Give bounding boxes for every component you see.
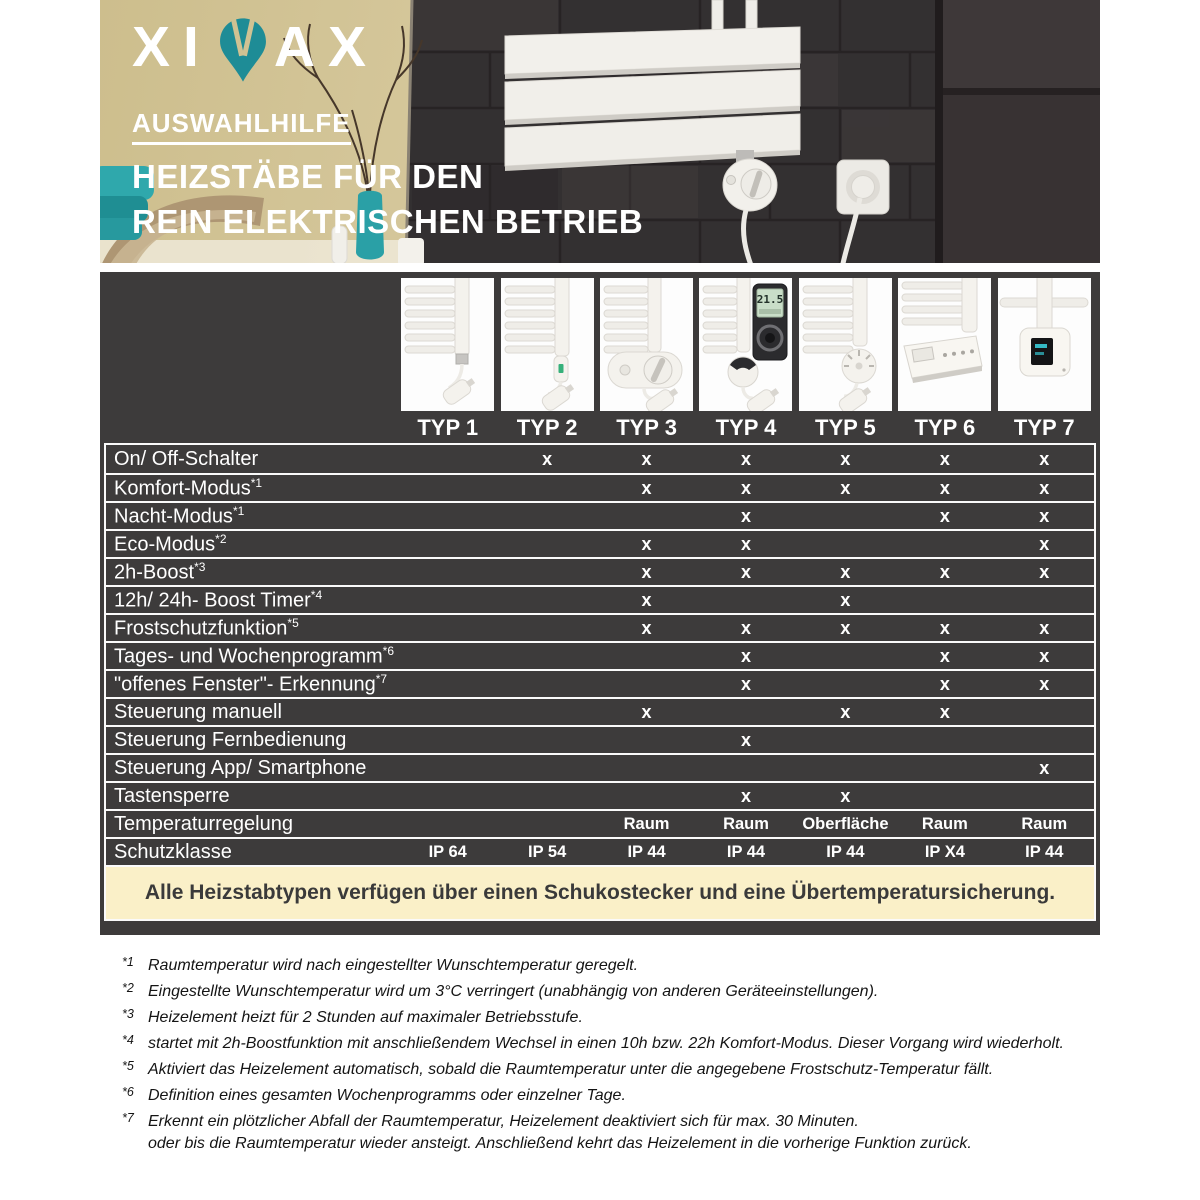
footnote-line: oder bis die Raumtemperatur wieder ansteigt. Anschließend kehrt das Heizelement in die vorherige Funktion zurück. <box>148 1135 972 1152</box>
footnote-line: startet mit 2h-Boostfunktion mit anschließendem Wechsel in einen 10h bzw. 22h Komfort-Modus. Dieser Vorgang wird wiederholt. <box>148 1035 1064 1052</box>
feature-check-mark: x <box>840 589 851 610</box>
footnote <box>122 955 1100 977</box>
comparison-panel <box>100 272 1100 935</box>
footnote-marker: *2 <box>122 981 134 995</box>
feature-row-label: Tages- und Wochenprogramm$^{*6}$ <box>114 643 394 668</box>
feature-cell: Raum <box>623 814 670 833</box>
feature-check-mark: x <box>939 701 950 722</box>
product-column-typ-4 <box>696 278 795 443</box>
typ2-product-image <box>501 278 594 411</box>
typ-column-label: TYP 2 <box>516 415 578 440</box>
feature-row-label: Nacht-Modus$^{*1}$ <box>114 503 245 528</box>
feature-table <box>104 443 1096 921</box>
footnote-line: Definition eines gesamten Wochenprogramms oder einzelner Tage. <box>148 1087 626 1104</box>
footnote-text <box>148 955 1100 977</box>
footnote-line: Raumtemperatur wird nach eingestellter Wunschtemperatur geregelt. <box>148 957 639 974</box>
typ-column-label: TYP 6 <box>914 415 976 440</box>
feature-check-mark: x <box>740 561 751 582</box>
feature-check-mark: x <box>740 505 751 526</box>
feature-row <box>106 781 1094 809</box>
feature-row <box>106 613 1094 641</box>
feature-check-mark: x <box>740 673 751 694</box>
feature-row <box>106 725 1094 753</box>
feature-row <box>106 501 1094 529</box>
page-title <box>132 154 643 244</box>
typ-column-label: TYP 5 <box>815 415 876 440</box>
feature-check-mark: x <box>1039 673 1050 694</box>
feature-row <box>106 557 1094 585</box>
feature-cell: IP 54 <box>528 842 567 861</box>
typ-column-label: TYP 7 <box>1013 415 1075 440</box>
note-bar: Alle Heizstabtypen verfügen über einen Schukostecker und eine Übertemperatursicherung. <box>106 865 1094 919</box>
typ4-product-image <box>699 278 792 411</box>
product-column-typ-6 <box>895 278 994 443</box>
feature-cell: IP 44 <box>726 842 766 861</box>
feature-check-mark: x <box>939 673 950 694</box>
products-grid <box>104 278 1096 443</box>
footnote-text <box>148 1085 1100 1107</box>
feature-check-mark: x <box>740 448 751 469</box>
feature-cell: IP 44 <box>1025 842 1064 861</box>
footnote-marker: *1 <box>122 955 134 969</box>
product-column-typ-1 <box>398 278 497 443</box>
feature-row <box>106 837 1094 865</box>
feature-check-mark: x <box>1039 533 1050 554</box>
footnote <box>122 1059 1100 1081</box>
feature-row <box>106 669 1094 697</box>
footnote <box>122 1033 1100 1055</box>
feature-cell: IP 44 <box>627 842 666 861</box>
footnote <box>122 1111 1100 1155</box>
feature-check-mark: x <box>840 561 851 582</box>
feature-check-mark: x <box>840 701 851 722</box>
typ1-product-image <box>401 278 494 411</box>
footnote-marker: *7 <box>122 1111 134 1125</box>
feature-cell: IP 64 <box>428 842 467 861</box>
hero-banner <box>100 0 1100 263</box>
page-title-line2: REIN ELEKTRISCHEN BETRIEB <box>132 203 644 240</box>
feature-check-mark: x <box>641 561 652 582</box>
footnote-marker: *3 <box>122 1007 134 1021</box>
feature-row <box>106 585 1094 613</box>
feature-check-mark: x <box>641 589 652 610</box>
feature-row-label: Tastensperre <box>114 784 230 807</box>
feature-check-mark: x <box>1039 757 1050 778</box>
feature-check-mark: x <box>939 477 950 498</box>
feature-row <box>106 753 1094 781</box>
feature-check-mark: x <box>939 505 950 526</box>
feature-row <box>106 641 1094 669</box>
feature-check-mark: x <box>641 448 652 469</box>
footnote <box>122 1085 1100 1107</box>
footnote-reference: *6 <box>382 643 394 658</box>
feature-row-label: Steuerung Fernbedienung <box>114 728 347 751</box>
product-column-typ-3 <box>597 278 696 443</box>
footnote-marker: *5 <box>122 1059 134 1073</box>
feature-row <box>106 529 1094 557</box>
feature-row <box>106 697 1094 725</box>
ximax-logo <box>132 12 643 82</box>
feature-check-mark: x <box>740 645 751 666</box>
footnote-line: Heizelement heizt für 2 Stunden auf maximaler Betriebsstufe. <box>148 1009 583 1026</box>
footnote-reference: *3 <box>194 559 206 574</box>
footnote-text <box>148 1033 1100 1055</box>
feature-check-mark: x <box>1039 617 1050 638</box>
ximax-drop-m-icon <box>214 17 272 83</box>
feature-row-label: Schutzklasse <box>114 840 232 863</box>
footnote <box>122 1007 1100 1029</box>
footnote-text <box>148 981 1100 1003</box>
feature-row-label: Eco-Modus$^{*2}$ <box>114 531 227 556</box>
cabinet <box>935 0 1100 263</box>
footnote-line: Erkennt ein plötzlicher Abfall der Raumtemperatur, Heizelement deaktiviert sich für max. 30 Minuten. <box>148 1113 859 1130</box>
footnote-reference: *5 <box>287 615 299 630</box>
feature-cell: IP 44 <box>826 842 865 861</box>
flyer-page <box>100 0 1100 1155</box>
feature-check-mark: x <box>1039 477 1050 498</box>
feature-row-label: 12h/ 24h- Boost Timer$^{*4}$ <box>114 587 323 612</box>
footnote-marker: *4 <box>122 1033 134 1047</box>
feature-check-mark: x <box>641 533 652 554</box>
typ3-product-image <box>600 278 693 411</box>
feature-check-mark: x <box>542 448 553 469</box>
feature-check-mark: x <box>740 617 751 638</box>
feature-check-mark: x <box>641 477 652 498</box>
footnote <box>122 981 1100 1003</box>
feature-check-mark: x <box>1039 505 1050 526</box>
page-title-line1: HEIZSTÄBE FÜR DEN <box>132 158 484 195</box>
svg-text:21.5: 21.5 <box>757 293 784 306</box>
logo-text-xi: XI <box>132 15 212 79</box>
footnote-reference: *7 <box>375 671 388 686</box>
feature-row-label: Steuerung App/ Smartphone <box>114 756 367 779</box>
feature-row-label: On/ Off-Schalter <box>114 447 259 470</box>
feature-check-mark: x <box>840 617 851 638</box>
footnote-line: Eingestellte Wunschtemperatur wird um 3°C verringert (unabhängig von anderen Geräteeinstellungen). <box>148 983 879 1000</box>
feature-check-mark: x <box>1039 645 1050 666</box>
feature-check-mark: x <box>1039 561 1050 582</box>
footnote-reference: *1 <box>250 475 263 490</box>
feature-check-mark: x <box>840 477 851 498</box>
product-column-typ-2 <box>497 278 596 443</box>
footnote-reference: *4 <box>310 587 323 602</box>
feature-check-mark: x <box>1039 448 1050 469</box>
feature-check-mark: x <box>740 533 751 554</box>
feature-check-mark: x <box>641 701 652 722</box>
feature-check-mark: x <box>641 617 652 638</box>
product-column-typ-5 <box>796 278 895 443</box>
footnote-marker: *6 <box>122 1085 134 1099</box>
feature-check-mark: x <box>939 617 950 638</box>
hero-text-block <box>132 12 643 244</box>
feature-row <box>106 445 1094 473</box>
feature-cell: IP X4 <box>924 842 965 861</box>
feature-row-label: Steuerung manuell <box>114 700 282 723</box>
footnote-reference: *1 <box>232 503 245 518</box>
feature-row-label: Komfort-Modus$^{*1}$ <box>114 475 263 500</box>
feature-row <box>106 473 1094 501</box>
eyebrow-title: AUSWAHLHILFE <box>132 108 351 145</box>
feature-row-label: 2h-Boost$^{*3}$ <box>114 559 206 584</box>
feature-row <box>106 809 1094 837</box>
products-grid-spacer <box>106 278 398 443</box>
feature-cell: Raum <box>921 814 968 833</box>
product-column-typ-7 <box>995 278 1094 443</box>
footnote-text <box>148 1059 1100 1081</box>
footnote-line: Aktiviert das Heizelement automatisch, sobald die Raumtemperatur unter die angegebene Frostschutz-Temperatur fällt. <box>148 1061 994 1078</box>
typ6-product-image <box>898 278 991 411</box>
footnote-text <box>148 1111 1100 1155</box>
feature-check-mark: x <box>939 448 950 469</box>
feature-check-mark: x <box>840 785 851 806</box>
feature-row-label: Temperaturregelung <box>114 812 293 835</box>
typ-column-label: TYP 1 <box>417 415 479 440</box>
typ-column-label: TYP 4 <box>715 415 777 440</box>
feature-row-label: Frostschutzfunktion$^{*5}$ <box>114 615 299 640</box>
feature-check-mark: x <box>939 645 950 666</box>
feature-cell: Raum <box>1021 814 1068 833</box>
typ-column-label: TYP 3 <box>616 415 677 440</box>
logo-text-ax: AX <box>273 15 380 79</box>
footnote-text <box>148 1007 1100 1029</box>
feature-check-mark: x <box>840 448 851 469</box>
feature-check-mark: x <box>740 785 751 806</box>
typ5-product-image <box>799 278 892 411</box>
feature-cell: Raum <box>723 814 769 833</box>
footnote-reference: *2 <box>215 531 227 546</box>
feature-check-mark: x <box>740 477 751 498</box>
footnotes <box>122 955 1100 1155</box>
typ7-product-image <box>998 278 1091 411</box>
feature-check-mark: x <box>939 561 950 582</box>
feature-check-mark: x <box>740 729 751 750</box>
feature-cell: Oberfläche <box>802 814 889 833</box>
feature-row-label: "offenes Fenster"- Erkennung$^{*7}$ <box>114 671 388 696</box>
